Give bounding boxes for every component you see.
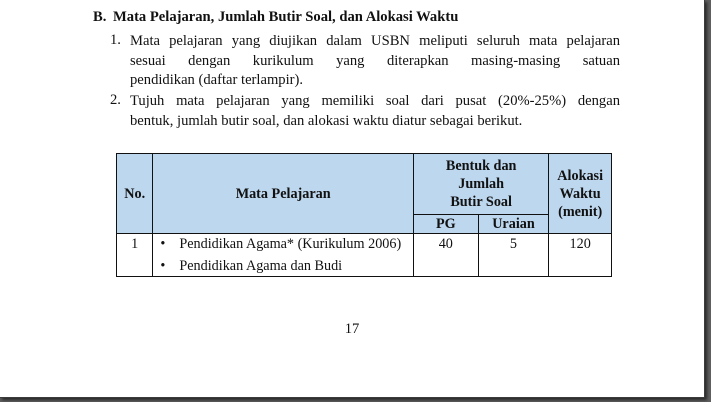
list-item-text bbox=[130, 32, 620, 91]
row-pg-count: 40 bbox=[413, 234, 478, 277]
subject-item bbox=[153, 256, 409, 276]
header-question-form-line: Bentuk dan bbox=[445, 158, 517, 174]
row-time-minutes: 120 bbox=[549, 234, 612, 277]
header-essay: Uraian bbox=[478, 215, 549, 234]
list-item-number: 1. bbox=[110, 32, 121, 48]
row-essay-count: 5 bbox=[478, 234, 549, 277]
subject-list bbox=[153, 234, 413, 276]
table-row bbox=[117, 234, 612, 277]
text-line: sesuai dengan kurikulum yang diterapkan masing-masing satuan bbox=[130, 52, 620, 69]
section-letter: B. bbox=[93, 9, 107, 25]
subject-name: Pendidikan Agama dan Budi bbox=[179, 258, 343, 274]
list-item-text bbox=[130, 92, 620, 131]
section-title: Mata Pelajaran, Jumlah Butir Soal, dan Alokasi Waktu bbox=[113, 9, 459, 25]
text-line: Tujuh mata pelajaran yang memiliki soal dari pusat (20%-25%) dengan bbox=[130, 93, 620, 109]
header-question-form bbox=[413, 154, 548, 215]
text-line: pendidikan (daftar terlampir). bbox=[130, 72, 304, 88]
header-time-line: Alokasi bbox=[557, 167, 604, 184]
bullet-icon: • bbox=[160, 236, 166, 252]
text-line: Mata pelajaran yang diujikan dalam USBN meliputi seluruh mata pelajaran bbox=[130, 33, 620, 49]
header-time-allocation bbox=[549, 154, 612, 234]
subject-item bbox=[153, 234, 409, 254]
list-item bbox=[110, 92, 620, 131]
header-question-form-line: Butir Soal bbox=[450, 194, 512, 210]
row-number: 1 bbox=[117, 234, 153, 277]
header-question-form-line: Jumlah bbox=[458, 176, 505, 192]
row-subjects bbox=[153, 234, 414, 277]
subjects-table bbox=[116, 153, 612, 277]
header-time-line: Waktu bbox=[559, 185, 601, 202]
header-no: No. bbox=[117, 154, 153, 234]
bullet-icon: • bbox=[160, 258, 166, 274]
list-item-number: 2. bbox=[110, 92, 121, 108]
table-header-row bbox=[117, 154, 612, 215]
header-subject: Mata Pelajaran bbox=[153, 154, 414, 234]
list-item bbox=[110, 32, 620, 91]
text-line: bentuk, jumlah butir soal, dan alokasi waktu diatur sebagai berikut. bbox=[130, 112, 523, 129]
header-time-line: (menit) bbox=[558, 203, 603, 220]
page-number: 17 bbox=[344, 321, 360, 337]
header-pg: PG bbox=[413, 215, 478, 234]
section-heading bbox=[93, 9, 458, 26]
subject-name: Pendidikan Agama* (Kurikulum 2006) bbox=[179, 236, 402, 252]
